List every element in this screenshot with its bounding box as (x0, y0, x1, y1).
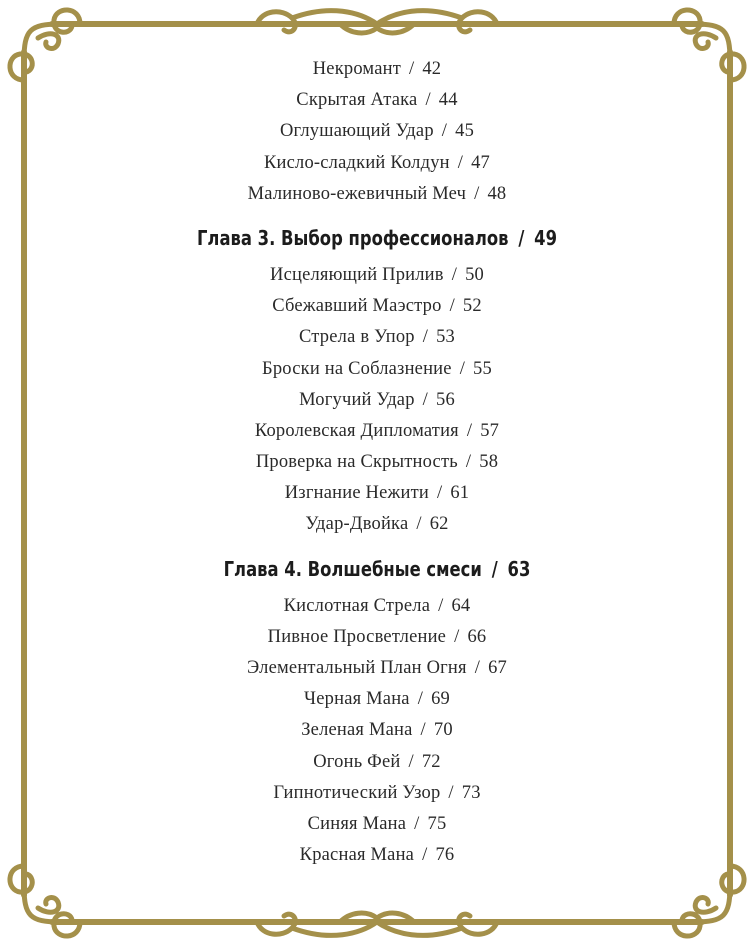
chapter-page: 63 (507, 556, 531, 581)
separator: / (409, 59, 415, 79)
separator: / (437, 483, 443, 504)
separator: / (422, 389, 429, 410)
entry-page: 44 (438, 90, 458, 111)
entry-page: 56 (436, 389, 455, 410)
entry-page: 47 (471, 152, 491, 173)
table-of-contents (0, 54, 754, 871)
center-flourish (257, 11, 497, 33)
toc-entry (0, 179, 754, 210)
separator: / (454, 626, 460, 647)
entry-page: 45 (455, 121, 475, 142)
chapter-heading (68, 222, 686, 254)
entry-page: 67 (488, 658, 507, 678)
entry-title: Кисло-сладкий Колдун (263, 152, 450, 173)
entry-title: Удар-Двойка (305, 514, 409, 535)
chapter-title: Глава 4. Волшебные смеси (223, 556, 482, 581)
toc-entry (0, 416, 754, 447)
separator: / (441, 121, 448, 142)
entry-title: Огонь Фей (313, 751, 401, 772)
entry-page: 70 (433, 720, 453, 741)
entry-page: 75 (427, 813, 447, 834)
toc-entry (0, 840, 754, 871)
toc-entry (0, 260, 754, 291)
toc-entry (0, 622, 754, 653)
separator: / (466, 420, 473, 441)
entry-page: 57 (480, 420, 500, 441)
entry-page: 72 (421, 751, 441, 772)
entry-title: Оглушающий Удар (279, 121, 434, 142)
toc-entry (0, 715, 754, 746)
toc-entry (0, 653, 754, 684)
entry-page: 61 (450, 483, 470, 504)
entry-title: Черная Мана (304, 689, 410, 710)
entry-page: 64 (451, 595, 471, 616)
toc-entry (0, 684, 754, 715)
entry-page: 53 (436, 327, 456, 348)
entry-title: Гипнотический Узор (273, 782, 441, 803)
separator: / (457, 152, 464, 173)
separator: / (448, 782, 454, 803)
chapter-page: 49 (534, 225, 558, 250)
entry-title: Исцеляющий Прилив (270, 264, 444, 285)
entry-page: 69 (431, 689, 450, 710)
separator: / (422, 845, 428, 866)
entry-title: Королевская Дипломатия (254, 420, 459, 441)
separator: / (417, 689, 424, 710)
center-flourish (257, 913, 497, 935)
toc-entry (0, 747, 754, 778)
toc-entry (0, 54, 754, 85)
separator: / (459, 358, 466, 379)
entry-page: 73 (461, 782, 481, 803)
entry-page: 55 (473, 358, 492, 379)
chapter-heading (68, 553, 686, 585)
toc-entry (0, 447, 754, 478)
entry-title: Проверка на Скрытность (255, 452, 458, 473)
entry-title: Синяя Мана (307, 813, 407, 834)
toc-entry (0, 809, 754, 840)
corner-ornament (10, 866, 80, 936)
entry-title: Некромант (312, 59, 402, 79)
toc-entry (0, 291, 754, 322)
entry-page: 52 (462, 296, 482, 317)
separator: / (474, 183, 480, 204)
toc-entry (0, 385, 754, 416)
separator: / (422, 327, 429, 348)
entry-title: Зеленая Мана (301, 720, 413, 741)
entry-page: 76 (435, 845, 455, 866)
entry-title: Кислотная Стрела (283, 595, 431, 616)
separator: / (408, 751, 414, 772)
entry-page: 62 (429, 514, 449, 535)
entry-title: Пивное Просветление (267, 626, 447, 647)
toc-entry (0, 85, 754, 116)
toc-entry (0, 354, 754, 385)
entry-page: 42 (422, 59, 442, 79)
entry-page: 48 (487, 183, 507, 204)
corner-ornament (674, 866, 744, 936)
toc-entry (0, 509, 754, 540)
entry-title: Элементальный План Огня (247, 658, 467, 678)
separator: / (414, 813, 420, 834)
toc-entry (0, 148, 754, 179)
entry-title: Стрела в Упор (298, 327, 415, 348)
toc-entry (0, 591, 754, 622)
entry-title: Скрытая Атака (296, 90, 418, 111)
entry-page: 58 (479, 452, 499, 473)
entry-page: 50 (465, 264, 484, 285)
entry-title: Красная Мана (299, 845, 415, 866)
entry-title: Малиново-ежевичный Меч (247, 183, 467, 204)
entry-title: Броски на Соблазнение (262, 358, 452, 379)
separator: / (449, 296, 455, 317)
toc-entry (0, 778, 754, 809)
separator: / (420, 720, 426, 741)
separator: / (518, 225, 525, 250)
toc-entry (0, 116, 754, 147)
toc-entry (0, 322, 754, 353)
separator: / (451, 264, 458, 285)
entry-title: Изгнание Нежити (284, 483, 429, 504)
entry-title: Сбежавший Маэстро (272, 296, 442, 317)
chapter-title: Глава 3. Выбор профессионалов (196, 225, 509, 250)
separator: / (491, 556, 498, 581)
toc-entry (0, 478, 754, 509)
separator: / (416, 514, 422, 535)
separator: / (425, 90, 431, 111)
entry-title: Могучий Удар (299, 389, 415, 410)
entry-page: 66 (467, 626, 487, 647)
separator: / (438, 595, 444, 616)
separator: / (465, 452, 472, 473)
separator: / (474, 658, 481, 678)
